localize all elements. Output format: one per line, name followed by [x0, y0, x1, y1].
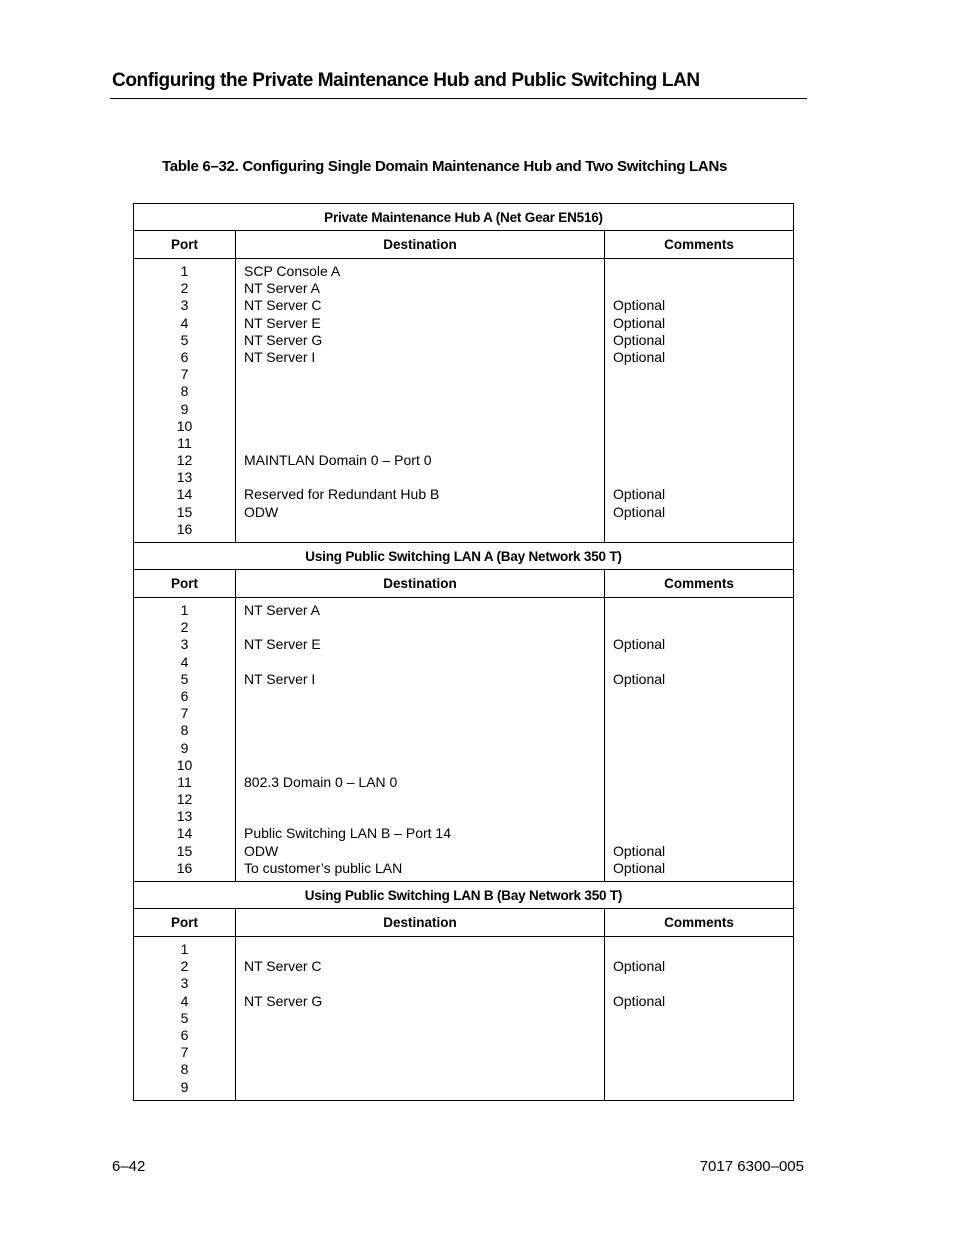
comment-text [613, 808, 793, 825]
port-number: 11 [177, 773, 192, 790]
destination-text [244, 469, 604, 486]
destination-text: SCP Console A [244, 263, 341, 279]
comment-text: Optional [613, 958, 666, 975]
comment-text [613, 941, 793, 958]
port-number: 2 [180, 619, 189, 636]
port-number: 16 [176, 859, 193, 876]
destination-text: ODW [244, 503, 279, 520]
destination-text [244, 941, 604, 958]
destination-text [244, 688, 604, 705]
comment-text [613, 757, 793, 774]
port-number: 8 [180, 722, 189, 739]
destination-column-header: Destination [236, 909, 605, 937]
port-number: 10 [176, 417, 193, 434]
comment-text: Optional [613, 842, 666, 859]
port-number: 16 [176, 520, 193, 537]
port-number: 7 [180, 1044, 189, 1061]
destination-text: MAINTLAN Domain 0 – Port 0 [244, 452, 432, 469]
port-number: 8 [180, 1061, 189, 1078]
port-number: 9 [180, 739, 189, 756]
section-body-row [134, 259, 794, 543]
section-body-row [134, 598, 794, 882]
comment-text [613, 740, 793, 757]
comment-text: Optional [613, 331, 666, 348]
port-number: 4 [180, 992, 189, 1009]
destination-cell [236, 598, 605, 882]
section-title-row [134, 882, 794, 909]
port-number: 9 [180, 1078, 189, 1095]
destination-text [244, 722, 604, 739]
destination-text [244, 808, 604, 825]
port-number: 3 [180, 975, 189, 992]
comments-column-header: Comments [605, 231, 794, 259]
port-number: 6 [180, 348, 189, 365]
destination-text [244, 1010, 604, 1027]
destination-text: NT Server G [244, 331, 323, 348]
comment-text [613, 435, 793, 452]
comment-text: Optional [613, 503, 666, 520]
destination-text [244, 383, 604, 400]
destination-text: NT Server E [244, 314, 321, 331]
port-cell [134, 937, 236, 1101]
section-title: Using Public Switching LAN B (Bay Network 350 T) [134, 882, 794, 909]
port-number: 7 [180, 705, 189, 722]
comment-text: Optional [613, 859, 666, 876]
port-number: 14 [176, 825, 193, 842]
comments-column-header: Comments [605, 570, 794, 598]
comment-text: Optional [613, 992, 666, 1009]
comment-text [613, 1010, 793, 1027]
comment-text: Optional [613, 670, 666, 687]
destination-text: NT Server A [244, 280, 320, 297]
comment-text [613, 469, 793, 486]
port-number: 2 [180, 280, 189, 297]
destination-text [244, 654, 604, 671]
port-number: 5 [180, 1009, 189, 1026]
comment-text [613, 602, 793, 619]
comment-text [613, 1061, 793, 1078]
column-header-row [134, 231, 794, 259]
port-number: 1 [180, 602, 189, 618]
port-number: 15 [176, 842, 193, 859]
comment-text: Optional [613, 486, 666, 503]
comment-text [613, 774, 793, 791]
port-number: 14 [176, 486, 193, 503]
port-number: 1 [180, 941, 189, 957]
port-number: 5 [180, 670, 189, 687]
comment-text [613, 1079, 793, 1096]
destination-text [244, 705, 604, 722]
comment-text [613, 654, 793, 671]
comment-text [613, 975, 793, 992]
port-number: 8 [180, 383, 189, 400]
port-number: 6 [180, 687, 189, 704]
port-number: 3 [180, 636, 189, 653]
comment-text [613, 521, 793, 538]
destination-text [244, 418, 604, 435]
destination-text [244, 366, 604, 383]
comments-column-header: Comments [605, 909, 794, 937]
destination-text: NT Server C [244, 958, 322, 975]
comments-cell [605, 598, 794, 882]
comment-text [613, 688, 793, 705]
port-number: 9 [180, 400, 189, 417]
destination-text: NT Server E [244, 636, 321, 653]
column-header-row [134, 570, 794, 598]
section-title-row [134, 543, 794, 570]
destination-text [244, 435, 604, 452]
destination-text: Reserved for Redundant Hub B [244, 486, 440, 503]
comment-text [613, 1027, 793, 1044]
destination-text: NT Server I [244, 348, 316, 365]
page-number: 6–42 [112, 1158, 146, 1175]
comments-cell [605, 937, 794, 1101]
port-number: 12 [176, 791, 193, 808]
section-title: Private Maintenance Hub A (Net Gear EN516) [134, 204, 794, 231]
comment-text [613, 280, 793, 297]
destination-text [244, 1044, 604, 1061]
comment-text [613, 619, 793, 636]
destination-text [244, 401, 604, 418]
comment-text: Optional [613, 314, 666, 331]
port-number: 6 [180, 1026, 189, 1043]
port-number: 11 [177, 434, 192, 451]
destination-text: NT Server G [244, 992, 323, 1009]
destination-text [244, 791, 604, 808]
comment-text [613, 452, 793, 469]
destination-text [244, 619, 604, 636]
port-number: 1 [180, 263, 189, 279]
port-number: 3 [180, 297, 189, 314]
destination-text: To customer’s public LAN [244, 859, 403, 876]
table-caption: Table 6–32. Configuring Single Domain Maintenance Hub and Two Switching LANs [162, 158, 728, 175]
section-title-row [134, 204, 794, 231]
comments-cell [605, 259, 794, 543]
port-cell [134, 259, 236, 543]
comment-text [613, 705, 793, 722]
comment-text [613, 722, 793, 739]
destination-column-header: Destination [236, 231, 605, 259]
destination-text: NT Server C [244, 297, 322, 314]
comment-text: Optional [613, 636, 666, 653]
table-body [134, 204, 794, 1101]
port-cell [134, 598, 236, 882]
section-title: Using Public Switching LAN A (Bay Network 350 T) [134, 543, 794, 570]
port-number: 4 [180, 314, 189, 331]
destination-text: ODW [244, 842, 279, 859]
destination-text [244, 1027, 604, 1044]
port-number: 5 [180, 331, 189, 348]
port-number: 13 [176, 808, 193, 825]
section-body-row [134, 937, 794, 1101]
port-number: 10 [176, 756, 193, 773]
port-number: 15 [176, 503, 193, 520]
port-number: 13 [176, 469, 193, 486]
port-column-header: Port [134, 909, 236, 937]
port-configuration-table-wrapper [133, 203, 793, 1101]
destination-cell [236, 259, 605, 543]
destination-text [244, 1061, 604, 1078]
comment-text [613, 263, 793, 280]
comment-text [613, 383, 793, 400]
destination-text [244, 975, 604, 992]
port-number: 2 [180, 958, 189, 975]
comment-text [613, 418, 793, 435]
comment-text: Optional [613, 348, 666, 365]
destination-text [244, 740, 604, 757]
destination-cell [236, 937, 605, 1101]
port-number: 4 [180, 653, 189, 670]
port-configuration-table [133, 203, 794, 1101]
destination-text: Public Switching LAN B – Port 14 [244, 825, 451, 842]
comment-text [613, 401, 793, 418]
destination-text [244, 757, 604, 774]
document-number: 7017 6300–005 [699, 1158, 804, 1175]
port-number: 12 [176, 452, 193, 469]
port-column-header: Port [134, 570, 236, 598]
port-column-header: Port [134, 231, 236, 259]
destination-column-header: Destination [236, 570, 605, 598]
column-header-row [134, 909, 794, 937]
comment-text [613, 825, 793, 842]
port-number: 7 [180, 366, 189, 383]
destination-text: 802.3 Domain 0 – LAN 0 [244, 773, 398, 790]
comment-text [613, 1044, 793, 1061]
destination-text [244, 521, 604, 538]
comment-text [613, 791, 793, 808]
destination-text: NT Server I [244, 670, 316, 687]
comment-text: Optional [613, 297, 666, 314]
comment-text [613, 366, 793, 383]
destination-text [244, 1079, 604, 1096]
heading-rule [110, 98, 807, 99]
page-heading: Configuring the Private Maintenance Hub and Public Switching LAN [112, 70, 700, 91]
destination-text: NT Server A [244, 602, 320, 618]
